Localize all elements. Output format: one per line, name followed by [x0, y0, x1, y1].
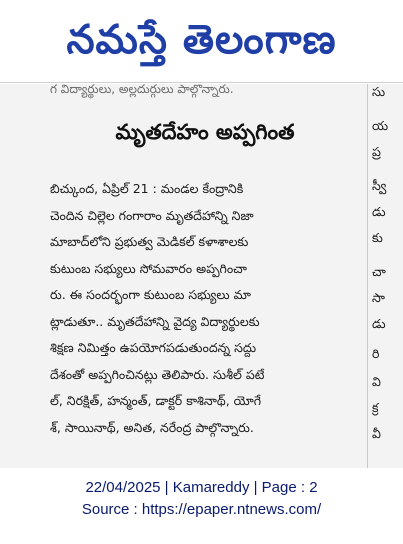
fragment-text: ప్ర — [372, 144, 381, 159]
fragment-text: రి — [372, 346, 380, 361]
previous-story-tail: గ విద్యార్థులు, అల్లదుర్గులు పాల్గొన్నారు. — [50, 84, 234, 96]
fragment-text: వి — [372, 374, 381, 389]
fragment-text: సు — [372, 84, 386, 99]
body-line: బిచ్కుంద, ఏప్రిల్ 21 : మండల కేంద్రానికి — [50, 181, 244, 196]
news-article — [50, 84, 365, 468]
fragment-text: య — [372, 118, 389, 133]
fragment-text: చా — [372, 264, 386, 279]
body-line: చెందిన చిల్లెల గంగారాం మృతదేహాన్ని నిజా — [50, 207, 254, 223]
article-headline: మృతదేహం అప్పగింత — [115, 120, 295, 144]
body-line: శ్, సాయినాథ్, అనిత, నరేంద్ర పాల్గొన్నారు. — [50, 419, 254, 435]
body-line: ల్, నిరక్షిత్, హన్మంత్, డాక్టర్ కాశినాథ్, యోగే — [50, 393, 262, 408]
fragment-text: కు — [372, 230, 383, 245]
clipping-date-edition-page: 22/04/2025 | Kamareddy | Page : 2 — [85, 479, 318, 496]
fragment-text: డు — [372, 204, 386, 219]
fragment-text: క్ర — [372, 400, 379, 415]
news-clipping — [0, 84, 403, 468]
body-line: కుటుంబ సభ్యులు సోమవారం అప్పగించా — [50, 260, 247, 276]
column-divider — [367, 84, 368, 468]
fragment-text: వీ — [372, 426, 381, 441]
fragment-text: సా — [372, 290, 385, 305]
body-line: ట్లాడుతూ.. మృతదేహాన్ని వైద్య విద్యార్థులకు — [50, 313, 260, 329]
newspaper-masthead: నమస్తే తెలంగాణ — [66, 17, 337, 63]
article-body — [50, 176, 362, 441]
body-line: దేశంతో అప్పగించినట్లు తెలిపారు. సుశీల్ పటే — [50, 366, 265, 382]
body-line: రు. ఈ సందర్భంగా కుటుంబ సభ్యులు మా — [50, 287, 251, 302]
adjacent-column-fragment — [372, 84, 403, 468]
fragment-text: డు — [372, 316, 386, 331]
body-line: శిక్షణ నిమిత్తం ఉపయోగపడుతుందన్న సద్దు — [50, 340, 257, 355]
clipping-source-link[interactable]: Source : https://epaper.ntnews.com/ — [81, 501, 322, 518]
masthead-divider — [0, 82, 403, 83]
fragment-text: స్వీ — [372, 178, 387, 193]
body-line: మాబాద్‌లోని ప్రభుత్వ మెడికల్ కళాశాలకు — [50, 234, 249, 249]
